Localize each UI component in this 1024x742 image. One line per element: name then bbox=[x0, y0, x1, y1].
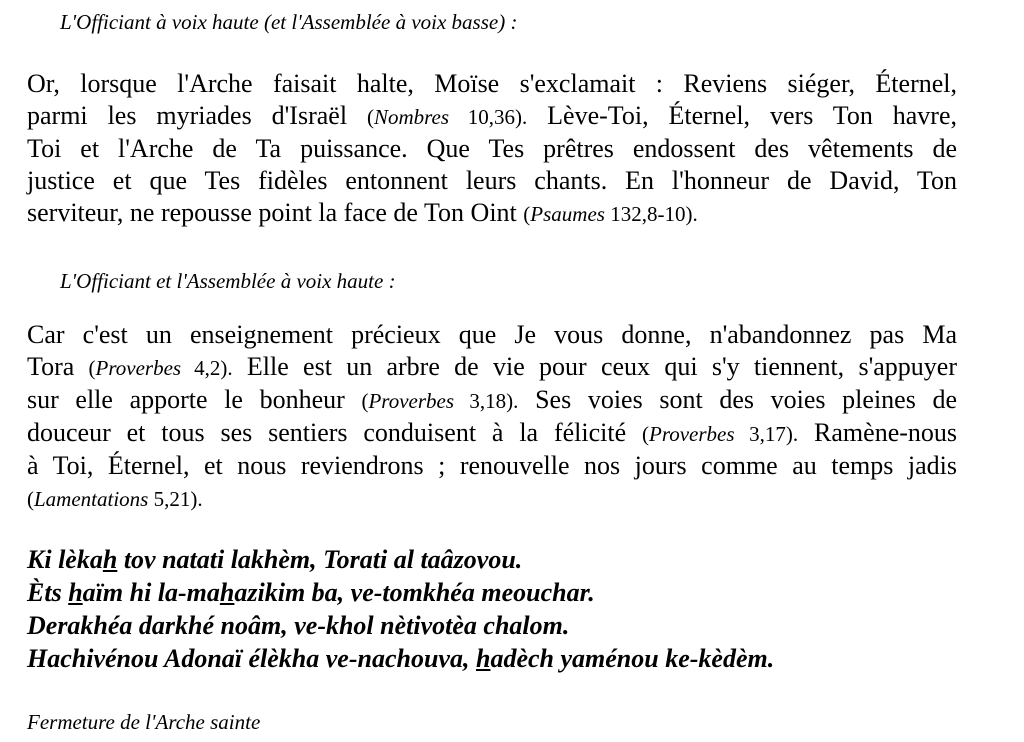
scripture-reference: (Proverbes 3,18). bbox=[361, 389, 519, 413]
transliteration-line: Hachivénou Adonaï élèkha ve-nachouva, hadèch yaménou ke-kèdèm. bbox=[27, 644, 775, 673]
transliteration-block bbox=[27, 543, 774, 675]
scripture-reference: (Proverbes 3,17). bbox=[642, 422, 799, 446]
rubric-officiant-low-voice: L'Officiant à voix haute (et l'Assemblée à voix basse) : bbox=[60, 10, 518, 34]
paragraph-enseignement bbox=[27, 319, 957, 515]
text-line: serviteur, ne repousse point la face de Ton Oint (Psaumes 132,8-10). bbox=[27, 198, 698, 227]
scripture-reference: (Nombres 10,36). bbox=[366, 105, 528, 129]
paragraph-arche-halte bbox=[27, 68, 957, 230]
text-line: parmi les myriades d'Israël (Nombres 10,36). Lève-Toi, Éternel, vers Ton havre, bbox=[27, 101, 957, 130]
text-line bbox=[27, 482, 957, 515]
text-line: sur elle apporte le bonheur (Proverbes 3,18). Ses voies sont des voies pleines de bbox=[27, 385, 958, 414]
transliteration-line: Ki lèkah tov natati lakhèm, Torati al taâzovou. bbox=[27, 545, 523, 574]
scripture-reference: (Proverbes 4,2). bbox=[88, 356, 233, 380]
text-line: à Toi, Éternel, et nous reviendrons ; renouvelle nos jours comme au temps jadis bbox=[27, 451, 957, 480]
text-line: justice et que Tes fidèles entonnent leurs chants. En l'honneur de David, Ton bbox=[27, 166, 957, 195]
scripture-reference: (Psaumes 132,8-10). bbox=[523, 202, 698, 226]
text-line: Tora (Proverbes 4,2). Elle est un arbre de vie pour ceux qui s'y tiennent, s'appuyer bbox=[27, 352, 957, 381]
transliteration-line: Èts haïm hi la-mahazikim ba, ve-tomkhéa meouchar. bbox=[27, 578, 595, 607]
transliteration-line: Derakhéa darkhé noâm, ve-khol nètivotèa chalom. bbox=[27, 611, 570, 640]
text-line: douceur et tous ses sentiers conduisent à la félicité (Proverbes 3,17). Ramène-nous bbox=[27, 418, 958, 447]
text-line: Car c'est un enseignement précieux que Je vous donne, n'abandonnez pas Ma bbox=[27, 320, 957, 349]
rubric-fermeture-arche: Fermeture de l'Arche sainte bbox=[27, 710, 261, 734]
rubric-officiant-assembly-loud: L'Officiant et l'Assemblée à voix haute : bbox=[60, 269, 396, 293]
text-line: Or, lorsque l'Arche faisait halte, Moïse s'exclamait : Reviens siéger, Éternel, bbox=[27, 69, 957, 98]
scripture-reference: (Lamentations 5,21). bbox=[27, 487, 203, 511]
text-line: Toi et l'Arche de Ta puissance. Que Tes prêtres endossent des vêtements de bbox=[27, 134, 957, 163]
